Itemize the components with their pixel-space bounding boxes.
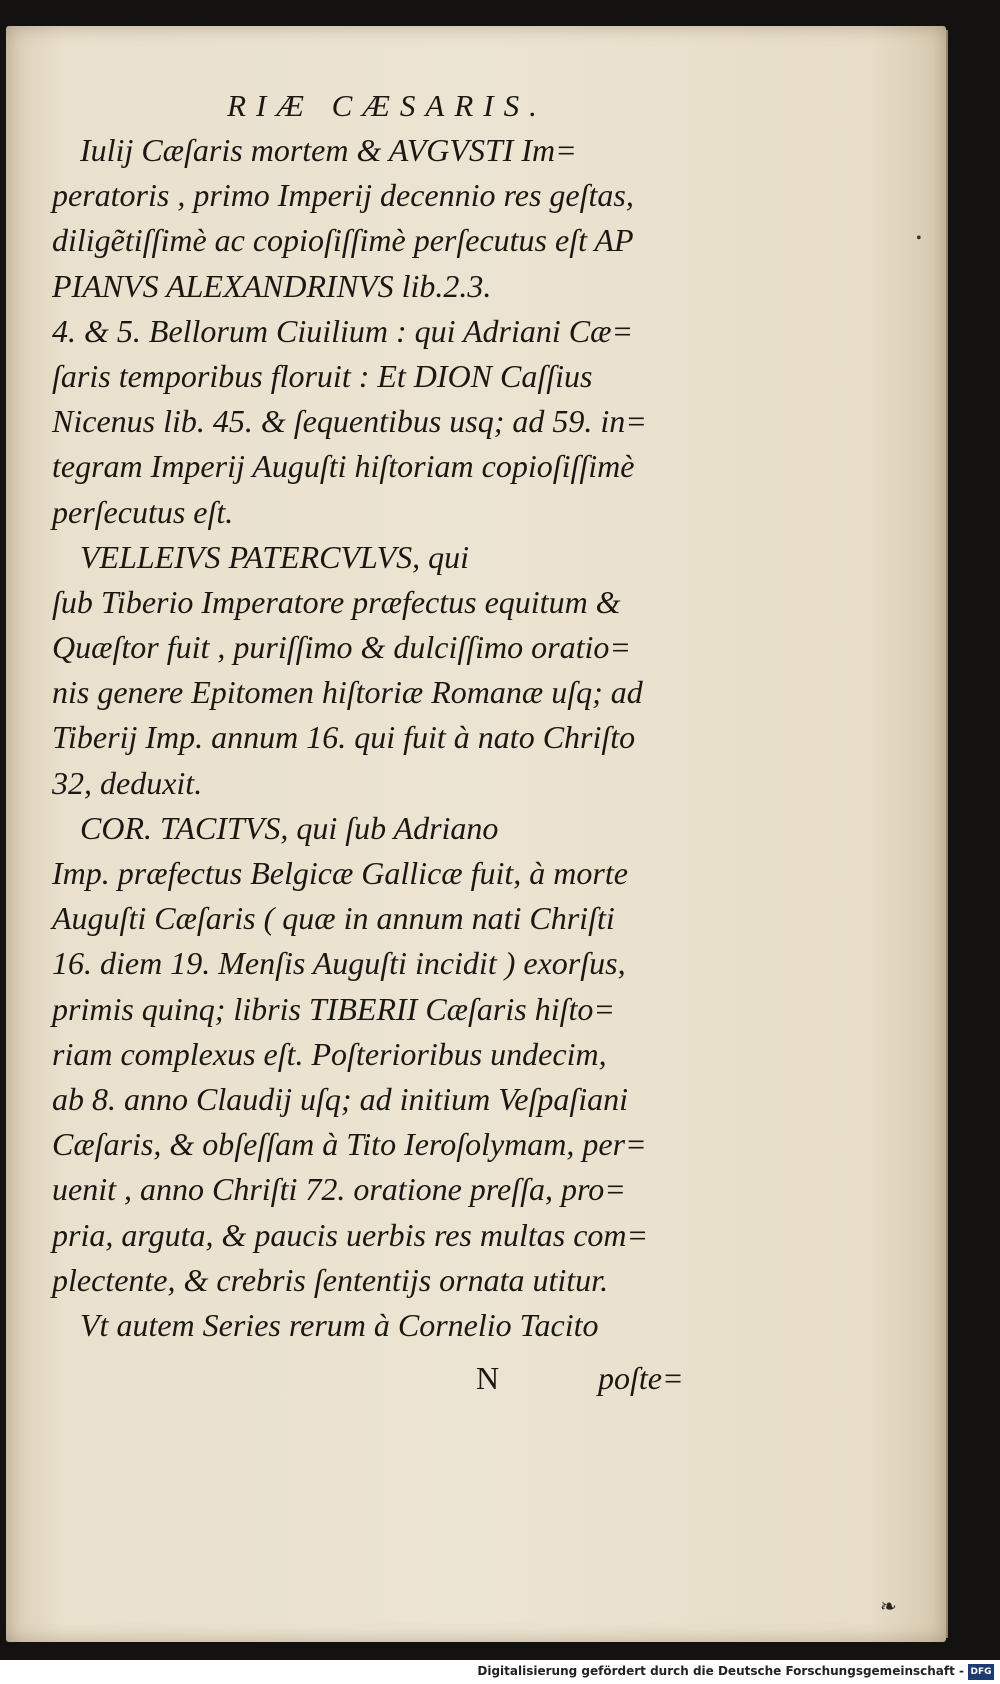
text-line: 4. & 5. Bellorum Ciuilium : qui Adriani Cæ= <box>52 312 634 349</box>
catchword: poſte= <box>598 1360 684 1397</box>
text-line: Imp. præfectus Belgicæ Gallicæ fuit, à morte <box>52 855 628 891</box>
text-line: ſaris temporibus floruit : Et DION Caſſius <box>52 357 593 394</box>
signature-mark: N <box>476 1360 500 1397</box>
text-line: uenit , anno Chriſti 72. oratione preſſa, pro= <box>52 1171 626 1208</box>
running-head: RIÆ CÆSARIS. <box>227 88 547 123</box>
footer-bar <box>0 1662 1000 1684</box>
text-line: Vt autem Series rerum à Cornelio Tacito <box>80 1306 599 1343</box>
footer-credit: Digitalisierung gefördert durch die Deutsche Forschungsgemeinschaft - <box>477 1664 964 1678</box>
text-line: 32, deduxit. <box>52 764 203 801</box>
page-text <box>52 88 722 1408</box>
text-line: ab 8. anno Claudij uſq; ad initium Veſpaſiani <box>52 1080 628 1117</box>
text-line: plectente, & crebris ſententijs ornata utitur. <box>52 1261 609 1298</box>
text-line: pria, arguta, & paucis uerbis res multas com= <box>52 1216 649 1253</box>
ink-speck: • <box>916 230 922 247</box>
text-line: Iulij Cæſaris mortem & AVGVSTI Im= <box>80 132 577 168</box>
text-line: riam complexus eſt. Poſterioribus undecim, <box>52 1035 607 1072</box>
text-line: VELLEIVS PATERCVLVS, qui <box>80 538 470 575</box>
text-line: perſecutus eſt. <box>52 493 234 530</box>
text-line: Nicenus lib. 45. & ſequentibus usq; ad 59. in= <box>52 403 647 440</box>
text-line: COR. TACITVS, qui ſub Adriano <box>80 809 499 846</box>
text-line: Auguſti Cæſaris ( quæ in annum nati Chriſti <box>52 900 615 937</box>
text-line: diligẽtiſſimè ac copioſiſſimè perſecutus eſt AP <box>52 222 634 259</box>
text-line: nis genere Epitomen hiſtoriæ Romanæ uſq; ad <box>52 674 643 711</box>
text-line: Cæſaris, & obſeſſam à Tito Ieroſolymam, per= <box>52 1126 647 1163</box>
ornament-mark: ❧ <box>880 1596 897 1618</box>
text-line: Quæſtor fuit , puriſſimo & dulciſſimo oratio= <box>52 629 631 666</box>
text-line: primis quinq; libris TIBERII Cæſaris hiſto= <box>52 990 615 1027</box>
catchline <box>52 1348 722 1408</box>
text-line: Tiberij Imp. annum 16. qui fuit à nato Chriſto <box>52 719 636 756</box>
text-line: tegram Imperij Auguſti hiſtoriam copioſiſſimè <box>52 448 635 485</box>
text-line: peratoris , primo Imperij decennio res geſtas, <box>52 177 634 214</box>
text-line: PIANVS ALEXANDRINVS lib.2.3. <box>52 267 492 304</box>
dfg-logo-icon: DFG <box>968 1664 994 1680</box>
text-line: ſub Tiberio Imperatore præfectus equitum & <box>52 583 621 620</box>
text-line: 16. diem 19. Menſis Auguſti incidit ) exorſus, <box>52 945 626 982</box>
